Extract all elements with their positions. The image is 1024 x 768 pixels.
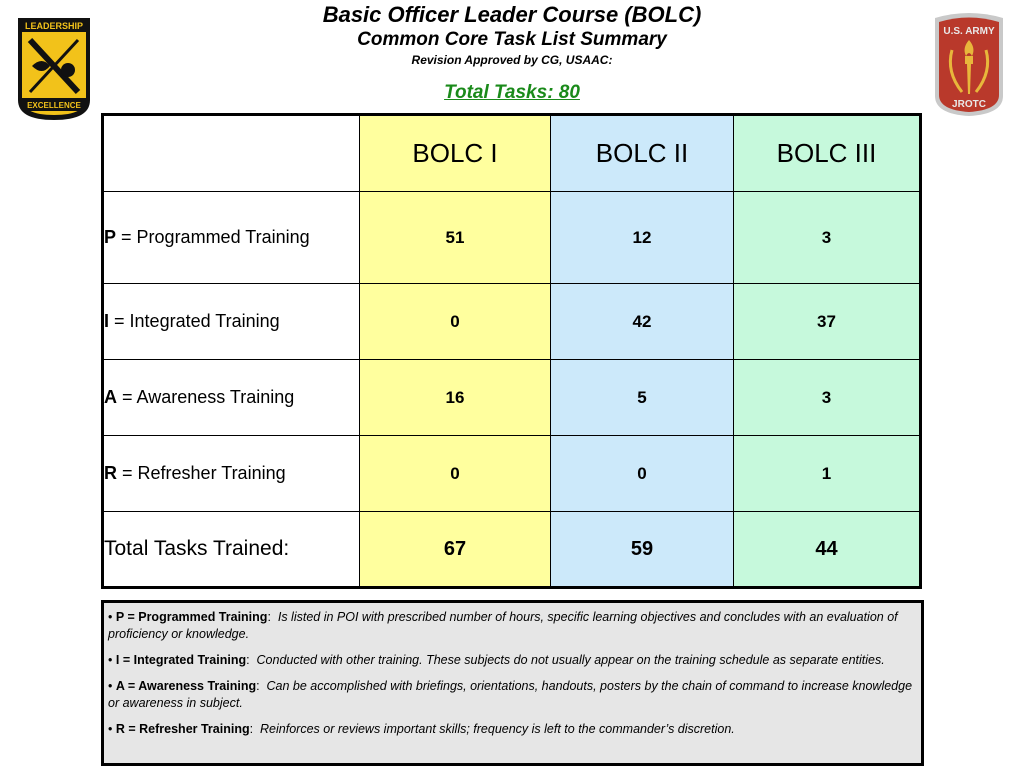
logo-left-bottom-text: EXCELLENCE (27, 101, 81, 110)
definition-item: • R = Refresher Training: Reinforces or reviews important skills; frequency is left to the commander’s discretion. (108, 722, 735, 736)
row-label-text: = Programmed Training (121, 227, 310, 247)
definitions-box (101, 600, 924, 766)
page-title: Basic Officer Leader Course (BOLC) (322, 2, 702, 27)
column-header-bolc-1: BOLC I (360, 115, 551, 192)
total-value: 44 (734, 512, 921, 588)
logo-right-top-text: U.S. ARMY (943, 26, 995, 37)
definition-item: • I = Integrated Training: Conducted with other training. These subjects do not usually appear on the training schedule as separate entities. (108, 653, 885, 667)
cell-value: 12 (551, 192, 734, 284)
definition-text: Can be accomplished with briefings, orientations, handouts, posters by the chain of command to increase knowledge or awareness in subject. (108, 679, 913, 710)
definition-text: Is listed in POI with prescribed number of hours, specific learning objectives and concludes with an evaluation of proficiency or knowledge. (108, 610, 898, 641)
bullet: • (108, 653, 113, 667)
cell-value: 1 (734, 436, 921, 512)
table-header-row (103, 115, 921, 192)
table-row-integrated (103, 284, 921, 360)
row-abbr: P (104, 227, 117, 247)
logo-right-bottom-text: JROTC (952, 99, 986, 110)
row-abbr: I (104, 311, 110, 331)
row-label-text: = Integrated Training (114, 311, 280, 331)
definition-term: R = Refresher Training (115, 722, 250, 736)
row-label (103, 360, 360, 436)
cell-value: 0 (360, 284, 551, 360)
cell-value: 42 (551, 284, 734, 360)
bullet: • (108, 679, 113, 693)
empty-header-cell (103, 115, 360, 192)
definition-term: A = Awareness Training (115, 679, 257, 693)
table-row-awareness (103, 360, 921, 436)
definition-item: • P = Programmed Training: Is listed in POI with prescribed number of hours, specific learning objectives and concludes with an evaluation of proficiency or knowledge. (108, 610, 898, 641)
row-label (103, 436, 360, 512)
cell-value: 3 (734, 360, 921, 436)
total-tasks-label: Total Tasks: 80 (444, 82, 580, 103)
bullet: • (108, 722, 113, 736)
total-value: 59 (551, 512, 734, 588)
cell-value: 51 (360, 192, 551, 284)
row-label-text: = Awareness Training (122, 387, 295, 407)
table-row-total (103, 512, 921, 588)
total-value: 67 (360, 512, 551, 588)
column-header-bolc-2: BOLC II (551, 115, 734, 192)
revision-note: Revision Approved by CG, USAAC: (411, 53, 613, 67)
column-header-bolc-3: BOLC III (734, 115, 921, 192)
table-row-refresher (103, 436, 921, 512)
task-summary-table (101, 113, 922, 589)
row-label-text: = Refresher Training (122, 463, 286, 483)
cell-value: 37 (734, 284, 921, 360)
definition-term: P = Programmed Training (115, 610, 268, 624)
definition-item: • A = Awareness Training: Can be accomplished with briefings, orientations, handouts, posters by the chain of command to increase knowledge or awareness in subject. (108, 679, 913, 710)
total-label: Total Tasks Trained: (103, 512, 360, 588)
row-abbr: A (104, 387, 117, 407)
page-header (0, 0, 1024, 68)
cell-value: 0 (360, 436, 551, 512)
definition-term: I = Integrated Training (115, 653, 247, 667)
row-abbr: R (104, 463, 117, 483)
cell-value: 3 (734, 192, 921, 284)
table-row-programmed (103, 192, 921, 284)
cell-value: 16 (360, 360, 551, 436)
page-subtitle: Common Core Task List Summary (357, 29, 667, 50)
cell-value: 0 (551, 436, 734, 512)
definition-text: Reinforces or reviews important skills; frequency is left to the commander’s discretion. (260, 722, 735, 736)
row-label (103, 192, 360, 284)
logo-left-top-text: LEADERSHIP (24, 21, 84, 31)
cell-value: 5 (551, 360, 734, 436)
bullet: • (108, 610, 113, 624)
definition-text: Conducted with other training. These subjects do not usually appear on the training schedule as separate entities. (256, 653, 885, 667)
row-label (103, 284, 360, 360)
